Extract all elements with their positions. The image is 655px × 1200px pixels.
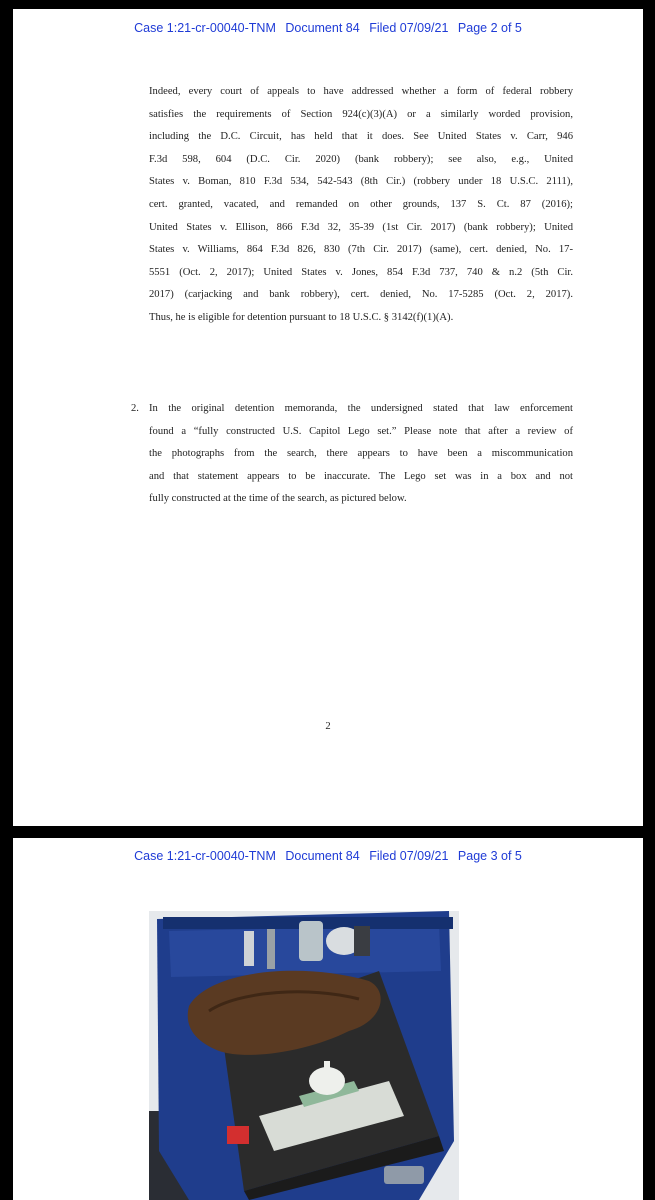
text-line: cert. granted, vacated, and remanded on other grounds, 137 S. Ct. 87 (2016); <box>149 198 573 210</box>
case-number: Case 1:21-cr-00040-TNM <box>134 849 276 863</box>
document-page-2 <box>13 9 643 826</box>
text-line: fully constructed at the time of the search, as pictured below. <box>149 493 407 505</box>
evidence-photo <box>149 911 459 1200</box>
document-number: Document 84 <box>285 21 360 35</box>
text-line: 5551 (Oct. 2, 2017); United States v. Jones, 854 F.3d 737, 740 & n.2 (5th Cir. <box>149 266 573 278</box>
page-header <box>13 849 643 863</box>
page-indicator: Page 2 of 5 <box>457 21 522 35</box>
text-line: the photographs from the search, there appears to have been a miscommunication <box>149 448 573 460</box>
evidence-photo-drawing <box>149 911 459 1200</box>
document-page-3 <box>13 838 643 1200</box>
lego-logo <box>227 1126 249 1144</box>
text-line: United States v. Ellison, 866 F.3d 32, 35-39 (1st Cir. 2017) (bank robbery); United <box>149 221 573 233</box>
filed-date: Filed 07/09/21 <box>369 849 449 863</box>
numbered-list-item <box>131 398 573 511</box>
filed-date: Filed 07/09/21 <box>369 21 449 35</box>
text-line: 2017) (carjacking and bank robbery), cert. denied, No. 17-5285 (Oct. 2, 2017). <box>149 289 573 301</box>
text-line: including the D.C. Circuit, has held that it does. See United States v. Carr, 946 <box>149 131 573 143</box>
page-header <box>13 21 643 35</box>
text-line: Thus, he is eligible for detention pursuant to 18 U.S.C. § 3142(f)(1)(A). <box>149 311 454 323</box>
text-line: States v. Boman, 810 F.3d 534, 542-543 (8th Cir.) (robbery under 18 U.S.C. 2111), <box>149 176 573 188</box>
text-line: F.3d 598, 604 (D.C. Cir. 2020) (bank robbery); see also, e.g., United <box>149 153 573 165</box>
text-line: found a “fully constructed U.S. Capitol Lego set.” Please note that after a review of <box>149 425 573 437</box>
text-line: and that statement appears to be inaccurate. The Lego set was in a box and not <box>149 470 573 482</box>
page-indicator: Page 3 of 5 <box>457 849 522 863</box>
text-line: satisfies the requirements of Section 924(c)(3)(A) or a similarly worded provision, <box>149 108 573 120</box>
page-number: 2 <box>325 721 331 732</box>
case-number: Case 1:21-cr-00040-TNM <box>134 21 276 35</box>
text-line: Indeed, every court of appeals to have addressed whether a form of federal robbery <box>149 86 573 97</box>
document-number: Document 84 <box>285 849 360 863</box>
text-line: In the original detention memoranda, the undersigned stated that law enforcement <box>149 403 573 414</box>
body-paragraph <box>149 81 573 330</box>
text-line: States v. Williams, 864 F.3d 826, 830 (7th Cir. 2017) (same), cert. denied, No. 17- <box>149 244 573 256</box>
list-number: 2. <box>131 403 139 414</box>
